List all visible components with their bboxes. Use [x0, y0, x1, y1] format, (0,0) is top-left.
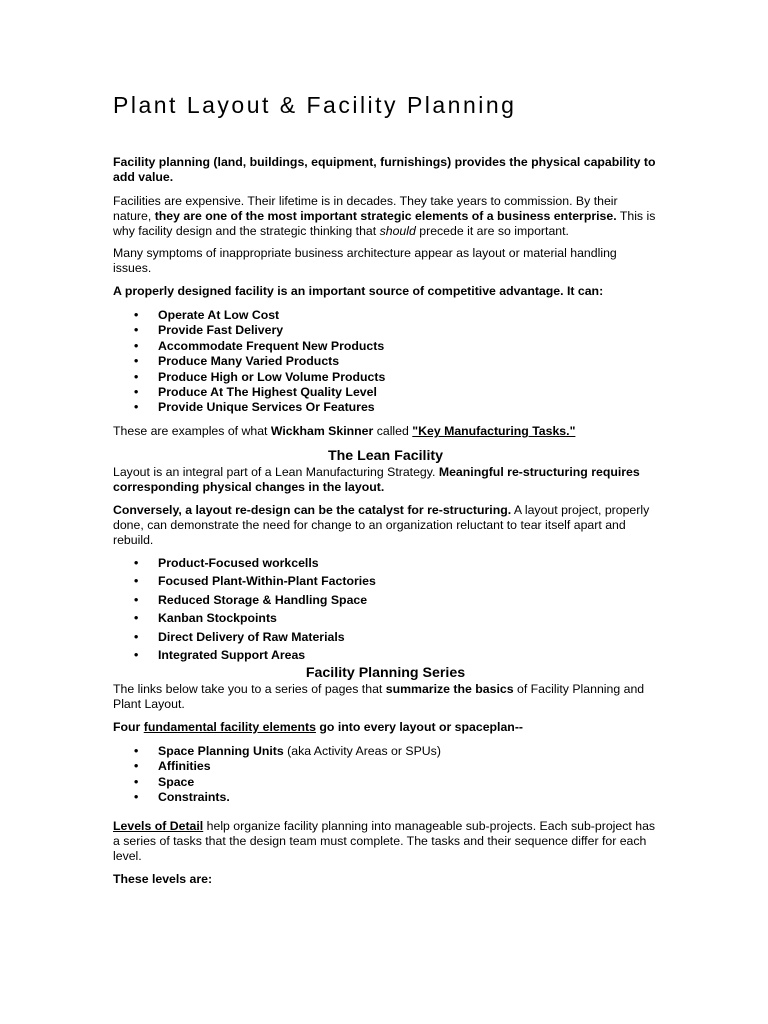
lean-facility-heading: The Lean Facility	[327, 448, 444, 464]
list-item	[113, 646, 658, 664]
list-item	[113, 591, 658, 609]
list-item-text: Accommodate Frequent New Products	[158, 338, 385, 353]
these-levels-bold-text: These levels are:	[113, 872, 213, 886]
list-item-text: Product-Focused workcells	[158, 556, 319, 570]
links-text-1: The links below take you to a series of pages that	[113, 682, 386, 696]
bullet-icon: •	[134, 592, 139, 607]
list-item	[113, 744, 658, 759]
bullet-icon: •	[134, 611, 139, 626]
list-item-text: Produce At The Highest Quality Level	[158, 385, 377, 400]
four-elements-paragraph	[113, 720, 658, 735]
page-title: Plant Layout & Facility Planning	[113, 92, 517, 118]
conversely-bold-text: Conversely, a layout re-design can be the catalyst for re-structuring.	[113, 503, 512, 517]
levels-of-detail-link[interactable]: Levels of Detail	[113, 819, 204, 833]
list-item	[113, 790, 658, 805]
expensive-bold-text: they are one of the most important strategic elements of a business enterprise.	[154, 209, 617, 223]
list-item-text: Reduced Storage & Handling Space	[158, 592, 368, 607]
bullet-icon: •	[134, 308, 139, 322]
list-item-text: Integrated Support Areas	[158, 648, 306, 663]
list-item-text: Focused Plant-Within-Plant Factories	[158, 574, 376, 589]
bullet-icon: •	[134, 648, 139, 663]
list-item-text: Produce High or Low Volume Products	[158, 369, 386, 384]
list-item	[113, 554, 658, 572]
expensive-text-2: This is why facility design and the strategic thinking that	[113, 209, 656, 238]
bullet-icon: •	[134, 354, 139, 369]
facility-planning-series-heading: Facility Planning Series	[305, 665, 466, 681]
list-item	[113, 400, 658, 415]
bullet-icon: •	[134, 744, 139, 758]
bullet-icon: •	[134, 369, 139, 384]
fundamental-facility-elements-link[interactable]: fundamental facility elements	[143, 720, 316, 734]
four-bold-text-1: Four	[113, 720, 144, 734]
bullet-icon: •	[134, 774, 139, 789]
list-item-text: Kanban Stockpoints	[158, 611, 277, 626]
list-item-text: Produce Many Varied Products	[158, 354, 340, 369]
list-item	[113, 628, 658, 646]
list-item	[113, 339, 658, 354]
bullet-icon: •	[134, 338, 139, 353]
advantage-list	[113, 308, 658, 416]
advantage-bold-text: A properly designed facility is an important source of competitive advantage. It can:	[113, 284, 604, 298]
lean-paragraph	[113, 465, 658, 495]
bullet-icon: •	[134, 400, 139, 415]
list-item-text: Direct Delivery of Raw Materials	[158, 629, 345, 644]
four-bold-text-2: go into every layout or spaceplan--	[315, 720, 524, 734]
list-item	[113, 323, 658, 338]
examples-text-2: called	[373, 424, 413, 438]
links-bold-text: summarize the basics	[385, 682, 514, 696]
expensive-text-3: precede it are so important.	[415, 224, 569, 238]
conversely-paragraph	[113, 503, 658, 548]
expensive-italic-text: should	[379, 224, 416, 238]
intro-bold-text: Facility planning (land, buildings, equipment, furnishings) provides the physical capability to add value.	[113, 155, 656, 184]
symptoms-paragraph: Many symptoms of inappropriate business architecture appear as layout or material handling issues.	[113, 246, 617, 275]
list-item	[113, 354, 658, 369]
examples-text-1: These are examples of what	[113, 424, 271, 438]
links-paragraph	[113, 682, 658, 712]
bullet-icon: •	[134, 759, 139, 774]
list-item	[113, 572, 658, 590]
levels-paragraph	[113, 819, 658, 864]
list-item-bold-text: Space	[158, 774, 195, 789]
expensive-paragraph	[113, 194, 658, 239]
advantage-paragraph	[113, 284, 658, 299]
list-item-text: Provide Unique Services Or Features	[158, 400, 375, 415]
elements-list	[113, 744, 658, 806]
links-text-2: of Facility Planning and Plant Layout.	[113, 682, 645, 711]
examples-paragraph	[113, 424, 658, 439]
intro-paragraph	[113, 155, 658, 185]
list-item-bold-text: Space Planning Units	[158, 744, 284, 758]
list-item	[113, 308, 658, 323]
bullet-icon: •	[134, 629, 139, 644]
lean-bold-text: Meaningful re-structuring requires corresponding physical changes in the layout.	[113, 465, 640, 494]
list-item	[113, 775, 658, 790]
conversely-text: A layout project, properly done, can demonstrate the need for change to an organization reluctant to tear itself apart and rebuild.	[113, 503, 650, 547]
these-levels-paragraph	[113, 872, 658, 887]
levels-text: help organize facility planning into manageable sub-projects. Each sub-project has a series of tasks that the design team must complete. The tasks and their sequence differ for each level.	[113, 819, 656, 863]
list-item	[113, 759, 658, 774]
bullet-icon: •	[134, 323, 139, 338]
expensive-text-1: Facilities are expensive. Their lifetime is in decades. They take years to commission. By their nature,	[113, 194, 618, 223]
list-item-normal-text: (aka Activity Areas or SPUs)	[283, 744, 441, 758]
lean-list	[113, 554, 658, 664]
bullet-icon: •	[134, 385, 139, 400]
list-item	[113, 370, 658, 385]
bullet-icon: •	[134, 790, 139, 805]
examples-bold-text: Wickham Skinner	[270, 424, 374, 438]
list-item-bold-text: Affinities	[158, 759, 211, 774]
key-manufacturing-tasks-link[interactable]: "Key Manufacturing Tasks."	[412, 424, 576, 438]
bullet-icon: •	[134, 556, 139, 570]
list-item-text: Provide Fast Delivery	[158, 323, 284, 338]
bullet-icon: •	[134, 574, 139, 589]
list-item-text: Operate At Low Cost	[158, 308, 280, 322]
list-item	[113, 609, 658, 627]
list-item-bold-text: Constraints.	[158, 790, 230, 805]
lean-text-1: Layout is an integral part of a Lean Manufacturing Strategy.	[113, 465, 439, 479]
list-item	[113, 385, 658, 400]
